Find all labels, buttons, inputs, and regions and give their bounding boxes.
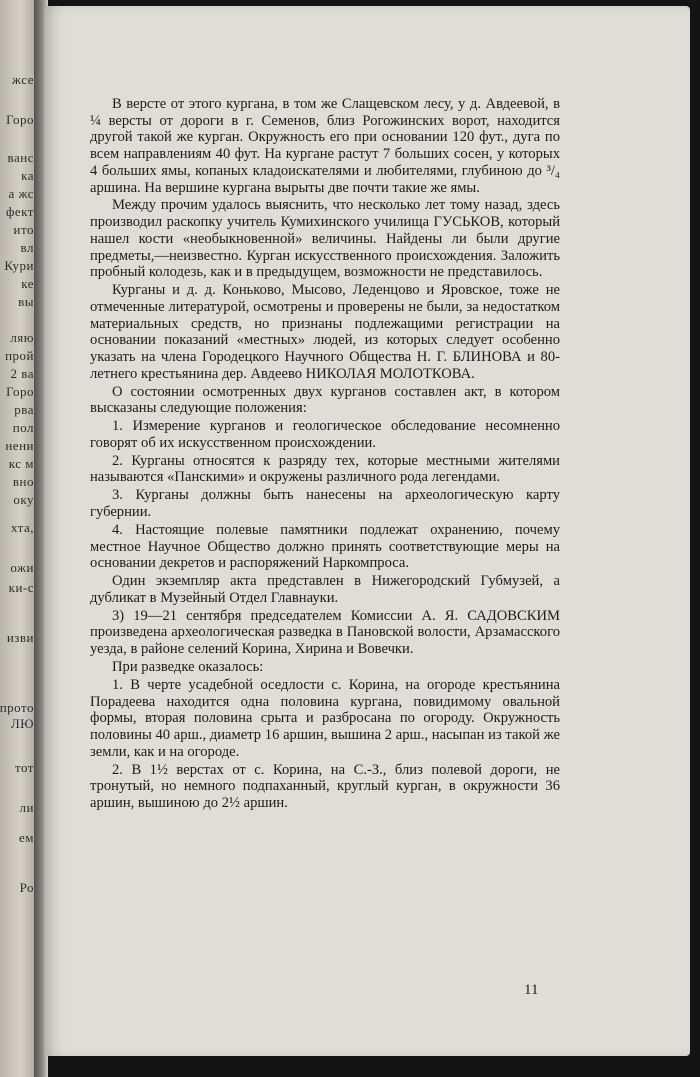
facing-page-fragment: Кури (4, 258, 34, 273)
facing-page-fragment: 2 ва (10, 366, 34, 381)
facing-page-fragment: ка (21, 168, 34, 183)
page-body-text (90, 96, 560, 813)
facing-page-fragment: ванс (7, 150, 34, 165)
facing-page-fragment: ляю (10, 330, 34, 345)
facing-page-fragment: жсе (12, 72, 34, 87)
facing-page-fragment: ки-с (8, 580, 34, 595)
list-item: 3. Курганы должны быть нанесены на археологическую карту губернии. (90, 487, 560, 520)
facing-page-fragment: изви (6, 630, 34, 645)
facing-page-fragment: прой (5, 348, 34, 363)
list-item: 2. Курганы относятся к разряду тех, которые местными жителями называются «Панскими» и окружены различного рода легендами. (90, 452, 560, 486)
facing-page-fragment: ЛЮ (10, 716, 34, 731)
facing-page-fragment: ли (19, 800, 34, 815)
facing-page-fragment: вы (18, 294, 34, 309)
paragraph: 3) 19—21 сентября председателем Комиссии А. Я. САДОВСКИМ произведена археологическая разведка в Пановской волости, Арзамасского уезда, в районе селений Корина, Хирина и Вовечки. (90, 607, 560, 658)
list-item: 4. Настоящие полевые памятники подлежат охранению, почему местное Научное Общество должно принять соответствующие меры на основании декретов и распоряжений Наркомпроса. (90, 521, 560, 572)
facing-page-fragment: Горо (6, 384, 34, 399)
facing-page-fragment: ито (13, 222, 34, 237)
paragraph: В версте от этого кургана, в том же Слащевском лесу, у д. Авдеевой, в ¼ версты от дороги в г. Семенов, близ Рогожинских ворот, находится другой такой же курган. Окружность его при основании 120 фут., дуга по всем направлениям 40 фут. На кургане растут 7 больших сосен, у которых 4 больших ямы, копаных кладоискателями и любителями, глубиною до ³/₄ аршина. На вершине кургана вырыты две почти такие же ямы. (90, 96, 560, 196)
facing-page-edge (0, 0, 38, 1077)
facing-page-fragment: а жс (8, 186, 34, 201)
facing-page-fragment: ке (21, 276, 34, 291)
paragraph: Один экземпляр акта представлен в Нижегородский Губмузей, а дубликат в Музейный Отдел Главнауки. (90, 573, 560, 606)
facing-page-fragment: ожи (10, 560, 34, 575)
paragraph: Курганы и д. д. Коньково, Мысово, Леденцово и Яровское, тоже не отмеченные литературой, осмотрены и проверены не были, за недостатком материальных средств, но признаны подлежащими регистрации на основании показаний «местных» людей, из которых следует особенно указать на члена Городецкого Научного Общества Н. Г. БЛИНОВА и 80-летнего крестьянина дер. Авдеево НИКОЛАЯ МОЛОТКОВА. (90, 282, 560, 382)
list-item: 1. Измерение курганов и геологическое обследование несомненно говорят об их искусственном происхождении. (90, 418, 560, 451)
facing-page-fragment: кс м (8, 456, 34, 471)
paragraph: Между прочим удалось выяснить, что несколько лет тому назад, здесь производил раскопку учитель Кумихинского училища ГУСЬКОВ, который нашел кости «необыкновенной» величины. Найдены ли были другие предметы,—неизвестно. Курган искусственного происхождения. Заложить пробный колодезь, как и в предыдущем, возможности не представилось. (90, 197, 560, 281)
facing-page-fragment: тот (14, 760, 34, 775)
facing-page-fragment: Ро (19, 880, 34, 895)
page-number: 11 (524, 982, 539, 998)
list-item: 1. В черте усадебной оседлости с. Корина, на огороде крестьянина Порадеева находится одна половина кургана, повидимому овальной формы, вторая половина срыта и разбросана по огороду. Окружность половины 40 арш., диаметр 16 аршин, вышина 2 арш., насыпан из такой же земли, как и на огороде. (90, 676, 560, 760)
facing-page-fragment: фект (5, 204, 34, 219)
book-page (44, 6, 690, 1056)
facing-page-fragment: рва (14, 402, 34, 417)
facing-page-fragment: Горо (6, 112, 34, 127)
facing-page-fragment: вл (20, 240, 34, 255)
facing-page-fragment: ем (19, 830, 34, 845)
paragraph: При разведке оказалось: (112, 659, 264, 676)
list-item: 2. В 1½ верстах от с. Корина, на С.-З., близ полевой дороги, не тронутый, но немного подпаханный, круглый курган, в окружности 36 аршин, вышиною до 2½ аршин. (90, 761, 560, 812)
facing-page-fragment: оку (13, 492, 34, 507)
facing-page-fragment: прото (0, 700, 34, 715)
paragraph: О состоянии осмотренных двух курганов составлен акт, в котором высказаны следующие положения: (90, 383, 560, 417)
facing-page-fragment: хта, (10, 520, 34, 535)
facing-page-fragment: пол (12, 420, 34, 435)
facing-page-fragment: вно (12, 474, 34, 489)
facing-page-fragment: нени (5, 438, 34, 453)
